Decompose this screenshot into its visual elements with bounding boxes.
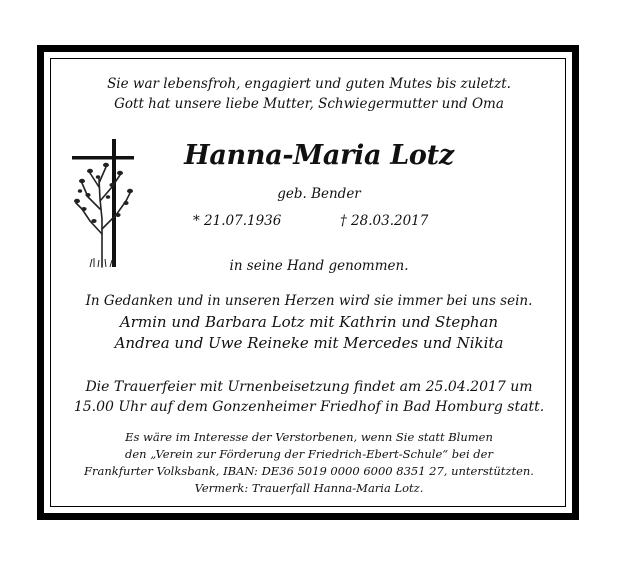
funeral-line-1: Die Trauerfeier mit Urnenbeisetzung findet am 25.04.2017 um xyxy=(85,379,533,395)
intro-line-1: Sie war lebensfroh, engagiert und guten Mutes bis zuletzt. xyxy=(107,76,511,92)
birth-name: geb. Bender xyxy=(277,186,361,202)
deceased-name: Hanna-Maria Lotz xyxy=(184,140,454,171)
family-line-1: Armin und Barbara Lotz mit Kathrin und Stephan xyxy=(119,313,499,331)
intro-line-2: Gott hat unsere liebe Mutter, Schwiegermutter und Oma xyxy=(114,96,504,112)
thoughts-line: In Gedanken und in unseren Herzen wird sie immer bei uns sein. xyxy=(85,293,533,309)
donation-line-3: Frankfurter Volksbank, IBAN: DE36 5019 0000 6000 8351 27, unterstützten. xyxy=(84,464,534,478)
funeral-line-2: 15.00 Uhr auf dem Gonzenheimer Friedhof in Bad Homburg statt. xyxy=(73,399,545,415)
family-line-2: Andrea und Uwe Reineke mit Mercedes und Nikita xyxy=(114,334,504,352)
donation-line-4: Vermerk: Trauerfall Hanna-Maria Lotz. xyxy=(194,481,424,495)
taken-line: in seine Hand genommen. xyxy=(229,258,409,274)
birth-date: * 21.07.1936 xyxy=(193,213,282,229)
donation-line-1: Es wäre im Interesse der Verstorbenen, wenn Sie statt Blumen xyxy=(125,430,493,444)
death-date: † 28.03.2017 xyxy=(340,213,429,229)
donation-line-2: den „Verein zur Förderung der Friedrich-Ebert-Schule“ bei der xyxy=(125,447,493,461)
